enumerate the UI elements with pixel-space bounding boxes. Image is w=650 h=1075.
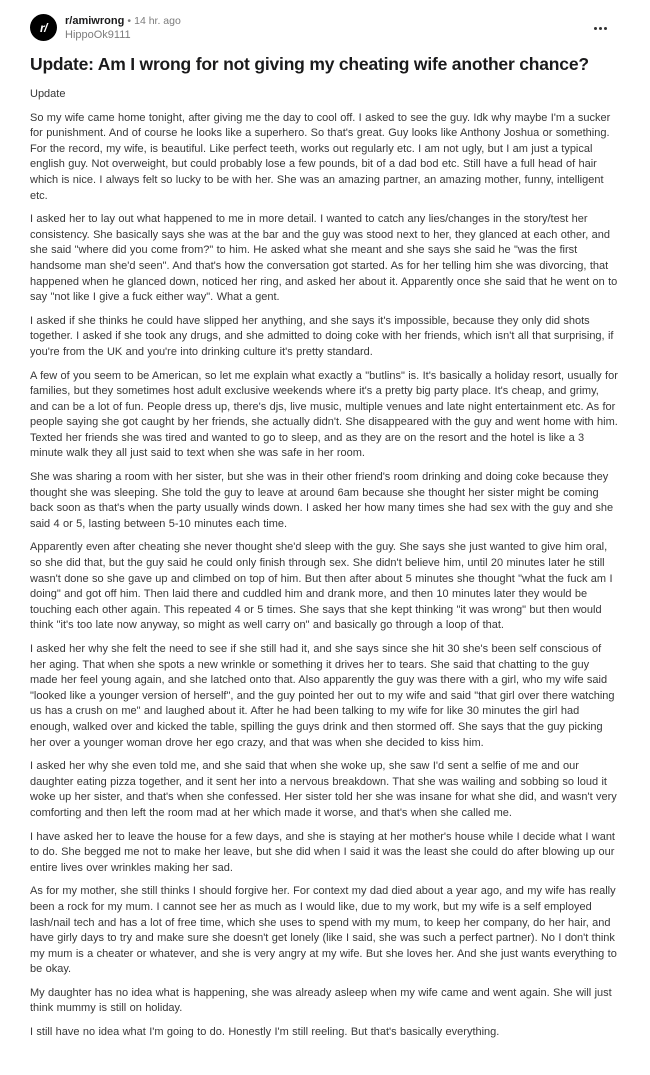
body-paragraph: A few of you seem to be American, so let me explain what exactly a "butlins" is. It's basically a holiday resort, usually for families, but they sometimes host adult exclusive weekends where it's a pretty big party place. It's cheap, and grimy, and can be a lot of fun. People dress up, there's djs, live music, multiple venues and late night entertainment etc. As for people saying she got caught by her friends, she actually didn't. She disappeared with the guy and went home with him. Texted her friends she was tired and wanted to go to sleep, and as they are on the resort and the hotel is like a 3 minute walk they all just said to text when she was safe in her room.	[30, 369, 618, 460]
post-meta	[65, 14, 181, 42]
body-paragraph: I have asked her to leave the house for a few days, and she is staying at her mother's house while I decide what I want to do. She begged me not to make her leave, but she did when I said it was the least she could do after blowing up our entire lives over wrinkles making her sad.	[30, 830, 615, 874]
post-timestamp: 14 hr. ago	[134, 15, 181, 27]
meta-separator: •	[127, 15, 132, 27]
body-paragraph: As for my mother, she still thinks I should forgive her. For context my dad died about a year ago, and my wife has really been a rock for my mum. I cannot see her as much as I would like, due to my work, but my wife is a self employed lash/nail tech and has a lot of free time, which she uses to spend with my mum, to keep her company, do her hair, and have girly days to try and make sure she doesn't get lonely (like I said, she was such a perfect partner). No I don't think my mum is a cheater or whatever, and she is very angry at my wife. But she loves her. And she just wants everything to be okay.	[30, 885, 617, 976]
body-paragraph: I asked her why she felt the need to see if she still had it, and she says since she hit 30 she's been self conscious of her aging. That when she spots a new wrinkle or something it drives her to tears. She said that chatting to the guy made her feel young again, and she latched onto that. Also apparently the guy was there with a girl, who my wife said "looked like a younger version of herself", and the guy pointed her out to my wife and said "that girl over there watching us has a crush on me" and laughed about it. After he had been talking to my wife for like 30 minutes the girl had enough, walked over and kicked the table, spilling the guys drink and then stormed off. She says that the guy picking her over a younger woman drove her ego crazy, and that was when she decided to kiss him.	[30, 643, 615, 749]
body-paragraph: My daughter has no idea what is happening, she was already asleep when my wife came and went again. She will just think mummy is still on holiday.	[30, 986, 612, 1015]
body-paragraph: Apparently even after cheating she never thought she'd sleep with the guy. She says she just wanted to give him oral, so she did that, but the guy said he could only finish through sex. She didn't believe him, until 20 minutes later he still wasn't done so she gave up and climbed on top of him. But then after about 5 minutes she thought "what the fuck am I doing" and got off him. Then laid there and cuddled him and drank more, and then 10 minutes later they would be touching each other again. This repeated 4 or 5 times. She says that she kept thinking "it was wrong" but then would think "it's too late now anyway, so might as well carry on" and basically go through a loop of that.	[30, 541, 613, 632]
body-paragraph: I asked her why she even told me, and she said that when she woke up, she saw I'd sent a selfie of me and our daughter eating pizza together, and it sent her into a nervous breakdown. That she was wailing and sobbing so loud it woke up her sister, and that's when she confessed. Her sister told her she was insane for what she did, and wasn't very comforting and then left the room mad at her which made it worse, and that's when she called me.	[30, 760, 617, 819]
post-header	[30, 14, 620, 42]
body-paragraph: I still have no idea what I'm going to do. Honestly I'm still reeling. But that's basically everything.	[30, 1026, 500, 1039]
post-body	[30, 87, 620, 1041]
subreddit-avatar-glyph: r/	[39, 20, 47, 35]
subreddit-name-link[interactable]: r/amiwrong	[65, 15, 125, 27]
overflow-menu-button[interactable]	[590, 20, 610, 36]
subreddit-avatar[interactable]	[30, 14, 57, 41]
body-paragraph: I asked her to lay out what happened to me in more detail. I wanted to catch any lies/changes in the story/test her consistency. She basically says she was at the bar and the guy was stood next to her, they glanced at each other, and she said "where did you come from?" to him. He asked what she meant and she says she said he "was the first handsome man she'd seen". And that's how the conversation got started. As for her telling him she was divorcing, that happened when he glanced down, noticed her ring, and asked her about it. Apparently once she said that he went on to say "not like I give a fuck either way". What a gent.	[30, 213, 618, 304]
post-title: Update: Am I wrong for not giving my cheating wife another chance?	[30, 54, 589, 74]
post-meta-row	[65, 15, 181, 28]
body-paragraph: So my wife came home tonight, after giving me the day to cool off. I asked to see the guy. Idk why maybe I'm a sucker for punishment. And of course he looks like a superhero. So that's great. Guy looks like Anthony Joshua or something. For the record, my wife, is beautiful. Like perfect teeth, works out regularly etc. I am not ugly, but I am just a typical english guy. Not overweight, but could probably lose a few pounds, bit of a dad bod etc. Still have a full head of hair which is nice. I always felt so lucky to be with her. She was an amazing partner, an amazing mother, funny, intelligent etc.	[30, 111, 611, 202]
body-paragraph: Update	[30, 88, 66, 100]
author-name-link[interactable]: HippoOk9111	[65, 29, 131, 41]
body-paragraph: She was sharing a room with her sister, but she was in their other friend's room drinking and doing coke because they thought she was sleeping. She told the guy to leave at around 6am because she thought her sister might be coming back soon as that's when the party usually winds down. I asked her how many times she had sex with the guy and she said 4 or 5, lasting between 5-10 minutes each time.	[30, 471, 614, 530]
overflow-menu-icon	[594, 27, 607, 30]
body-paragraph: I asked if she thinks he could have slipped her anything, and she says it's impossible, because they only did shots together. I asked if she took any drugs, and she admitted to doing coke with her friends, which isn't all that surprising, if you're from the UK and you're into drinking culture it's pretty standard.	[30, 314, 614, 358]
